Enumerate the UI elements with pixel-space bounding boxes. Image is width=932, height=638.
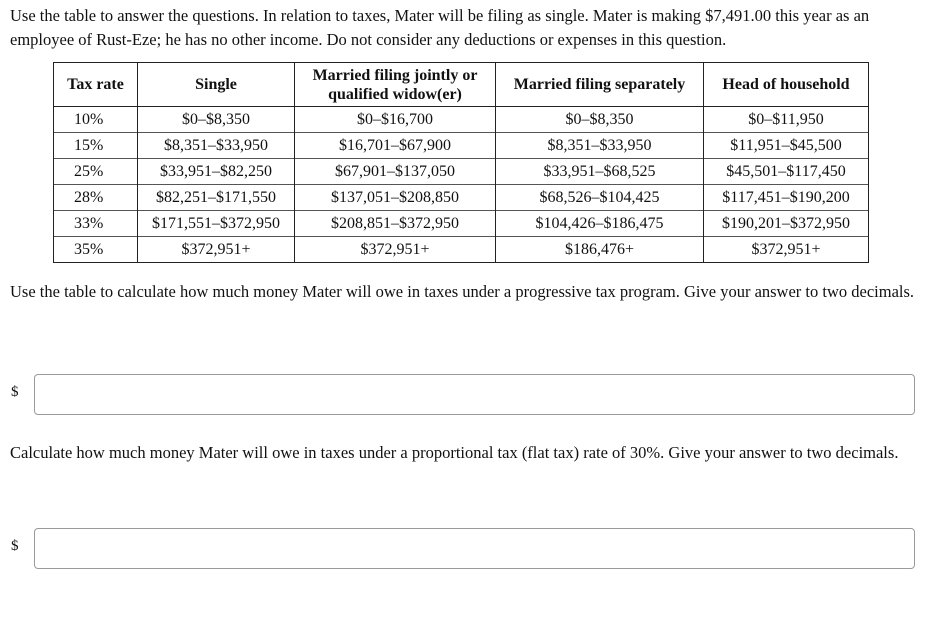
table-header-row (54, 63, 869, 107)
table-cell: $0–$8,350 (496, 107, 704, 133)
table-row (54, 107, 869, 133)
table-cell: 10% (54, 107, 138, 133)
table-row (54, 211, 869, 237)
header-single: Single (138, 63, 295, 107)
header-head-of-household: Head of household (704, 63, 869, 107)
table-cell: $208,851–$372,950 (295, 211, 496, 237)
table-cell: $8,351–$33,950 (138, 133, 295, 159)
flat-tax-answer-input[interactable] (34, 528, 915, 569)
question-progressive-tax: Use the table to calculate how much money Mater will owe in taxes under a progressive tax program. Give your answer to two decimals. (10, 282, 915, 301)
header-tax-rate: Tax rate (54, 63, 138, 107)
table-cell: $82,251–$171,550 (138, 185, 295, 211)
table-cell: $0–$16,700 (295, 107, 496, 133)
table-cell: $372,951+ (138, 237, 295, 263)
table-cell: $372,951+ (704, 237, 869, 263)
header-married-jointly: Married filing jointly or qualified widow(er) (295, 63, 496, 107)
table-cell: $67,901–$137,050 (295, 159, 496, 185)
header-married-separately: Married filing separately (496, 63, 704, 107)
table-cell: 15% (54, 133, 138, 159)
table-cell: $68,526–$104,425 (496, 185, 704, 211)
table-cell: 33% (54, 211, 138, 237)
table-cell: 28% (54, 185, 138, 211)
currency-label-progressive: $ (11, 384, 19, 400)
table-cell: 35% (54, 237, 138, 263)
table-cell: $45,501–$117,450 (704, 159, 869, 185)
table-cell: $171,551–$372,950 (138, 211, 295, 237)
table-row (54, 133, 869, 159)
table-cell: $33,951–$68,525 (496, 159, 704, 185)
table-row (54, 237, 869, 263)
question-intro: Use the table to answer the questions. In relation to taxes, Mater will be filing as single. Mater is making $7,491.00 this year as an employee of Rust-Eze; he has no other income. Do not consider any deductions or expenses in this question. (10, 6, 870, 49)
question-flat-tax: Calculate how much money Mater will owe in taxes under a proportional tax (flat tax) rate of 30%. Give your answer to two decimals. (10, 443, 899, 462)
table-cell: $104,426–$186,475 (496, 211, 704, 237)
table-cell: $186,476+ (496, 237, 704, 263)
currency-label-flat: $ (11, 538, 19, 554)
table-cell: $0–$8,350 (138, 107, 295, 133)
progressive-tax-answer-input[interactable] (34, 374, 915, 415)
table-row (54, 185, 869, 211)
table-cell: $117,451–$190,200 (704, 185, 869, 211)
table-cell: 25% (54, 159, 138, 185)
table-cell: $8,351–$33,950 (496, 133, 704, 159)
table-row (54, 159, 869, 185)
table-cell: $16,701–$67,900 (295, 133, 496, 159)
tax-bracket-table (53, 62, 869, 263)
table-cell: $33,951–$82,250 (138, 159, 295, 185)
table-cell: $372,951+ (295, 237, 496, 263)
table-cell: $137,051–$208,850 (295, 185, 496, 211)
table-cell: $190,201–$372,950 (704, 211, 869, 237)
table-cell: $11,951–$45,500 (704, 133, 869, 159)
table-cell: $0–$11,950 (704, 107, 869, 133)
